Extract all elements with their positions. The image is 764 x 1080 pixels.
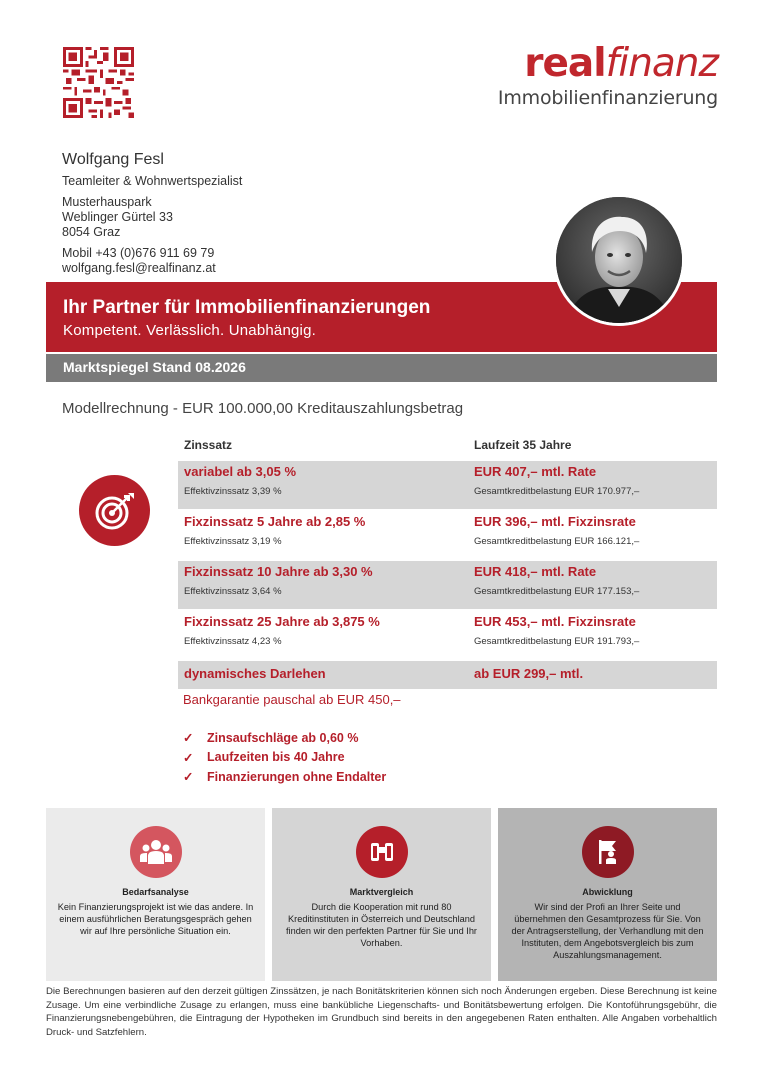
- list-item: [183, 728, 386, 748]
- box-text: Durch die Kooperation mit rund 80 Kreditinstituten in Österreich und Deutschland finden wir den perfekten Partner für Sie und Ihr Vorhaben.: [285, 902, 477, 948]
- total-cost: Gesamtkreditbelastung EUR 177.153,–: [474, 586, 640, 597]
- service-box-processing: [498, 808, 717, 981]
- market-label: Marktspiegel Stand 08.2026: [63, 359, 246, 375]
- list-item: [183, 767, 386, 787]
- logo-word-part2: finanz: [605, 41, 718, 86]
- banner-subtitle: Kompetent. Verlässlich. Unabhängig.: [63, 322, 316, 339]
- contact-name: Wolfgang Fesl: [62, 151, 164, 168]
- payment-label: EUR 418,– mtl. Rate: [474, 564, 597, 579]
- total-cost: Gesamtkreditbelastung EUR 166.121,–: [474, 536, 640, 547]
- contact-address-line1: Musterhauspark: [62, 195, 152, 209]
- effective-rate: Effektivzinssatz 3,64 %: [184, 586, 282, 597]
- contact-role: Teamleiter & Wohnwertspezialist: [62, 174, 243, 188]
- contact-address-line3: 8054 Graz: [62, 225, 121, 239]
- table-row: [178, 561, 717, 609]
- feature-list: [183, 728, 386, 787]
- box-title: Marktvergleich: [349, 887, 414, 897]
- model-heading: Modellrechnung - EUR 100.000,00 Kreditauszahlungsbetrag: [62, 400, 464, 417]
- target-icon: [79, 475, 150, 546]
- box-title: Bedarfsanalyse: [122, 887, 189, 897]
- contact-email[interactable]: wolfgang.fesl@realfinanz.at: [62, 261, 216, 275]
- payment-label: EUR 407,– mtl. Rate: [474, 464, 597, 479]
- payment-label: ab EUR 299,– mtl.: [474, 666, 584, 681]
- list-item: [183, 748, 386, 768]
- effective-rate: Effektivzinssatz 3,39 %: [184, 486, 282, 497]
- flag-person-icon: [582, 826, 634, 878]
- box-text: Kein Finanzierungsprojekt ist wie das andere. In einem ausführlichen Beratungsgespräch gehen wir auf Ihre persönliche Situation ein.: [57, 902, 254, 936]
- effective-rate: Effektivzinssatz 3,19 %: [184, 536, 282, 547]
- legal-disclaimer: Die Berechnungen basieren auf den derzeit gültigen Zinssätzen, je nach Bonitätskriterien können sich noch Änderungen ergeben. Diese Berechnung ist keine Zusage. Um eine verbindliche Zusage zu erlangen, muss eine bankübliche Liegenschafts- und Bonitätsbewertung erfolgen. Die Kontoführungsgebühr, die Finanzierungsnebengebühren, die Eintragung der Hypotheken im Grundbuch sind bereits in den angegebenen Raten enthalten. Alle Angaben vorbehaltlich Druck- und Satzfehlern.: [46, 986, 717, 1038]
- service-box-market-comparison: [272, 808, 491, 981]
- payment-label: EUR 396,– mtl. Fixzinsrate: [474, 514, 636, 529]
- total-cost: Gesamtkreditbelastung EUR 191.793,–: [474, 636, 640, 647]
- feature-text: Zinsaufschläge ab 0,60 %: [207, 730, 359, 745]
- logo-word-part1: real: [524, 41, 606, 86]
- qr-code[interactable]: [63, 47, 134, 118]
- bank-guarantee: Bankgarantie pauschal ab EUR 450,–: [183, 692, 401, 707]
- logo-subtitle: Immobilienfinanzierung: [497, 87, 718, 109]
- rate-label: dynamisches Darlehen: [184, 666, 326, 681]
- service-box-needs-analysis: [46, 808, 265, 981]
- box-text: Wir sind der Profi an Ihrer Seite und übernehmen den Gesamtprozess für Sie. Von der Antragserstellung, der Verhandlung mit den Instituten, dem Angebotsvergleich bis zum Auszahlungsmanagement.: [511, 902, 704, 960]
- col-header-term: Laufzeit 35 Jahre: [474, 438, 572, 452]
- contact-address-line2: Weblinger Gürtel 33: [62, 210, 173, 224]
- checkmark-icon: ✓: [183, 731, 194, 746]
- advisor-portrait: [553, 194, 685, 326]
- realfinanz-logo[interactable]: [497, 41, 718, 109]
- checkmark-icon: ✓: [183, 750, 194, 765]
- feature-text: Finanzierungen ohne Endalter: [207, 769, 387, 784]
- table-row: [178, 661, 717, 689]
- col-header-rate: Zinssatz: [184, 438, 233, 452]
- binoculars-icon: [356, 826, 408, 878]
- logo-wordmark: [498, 41, 718, 86]
- table-row: [178, 461, 717, 509]
- rate-label: variabel ab 3,05 %: [184, 464, 297, 479]
- contact-mobile[interactable]: Mobil +43 (0)676 911 69 79: [62, 246, 215, 260]
- checkmark-icon: ✓: [183, 770, 194, 785]
- banner-title: Ihr Partner für Immobilienfinanzierungen: [63, 297, 431, 318]
- effective-rate: Effektivzinssatz 4,23 %: [184, 636, 282, 647]
- contact-block: [62, 150, 242, 276]
- total-cost: Gesamtkreditbelastung EUR 170.977,–: [474, 486, 640, 497]
- table-row: [178, 611, 717, 659]
- payment-label: EUR 453,– mtl. Fixzinsrate: [474, 614, 636, 629]
- rate-label: Fixzinssatz 25 Jahre ab 3,875 %: [184, 614, 380, 629]
- table-row: [178, 511, 717, 559]
- box-title: Abwicklung: [582, 887, 633, 897]
- feature-text: Laufzeiten bis 40 Jahre: [207, 750, 345, 765]
- group-icon: [130, 826, 182, 878]
- rate-label: Fixzinssatz 10 Jahre ab 3,30 %: [184, 564, 373, 579]
- rate-label: Fixzinssatz 5 Jahre ab 2,85 %: [184, 514, 366, 529]
